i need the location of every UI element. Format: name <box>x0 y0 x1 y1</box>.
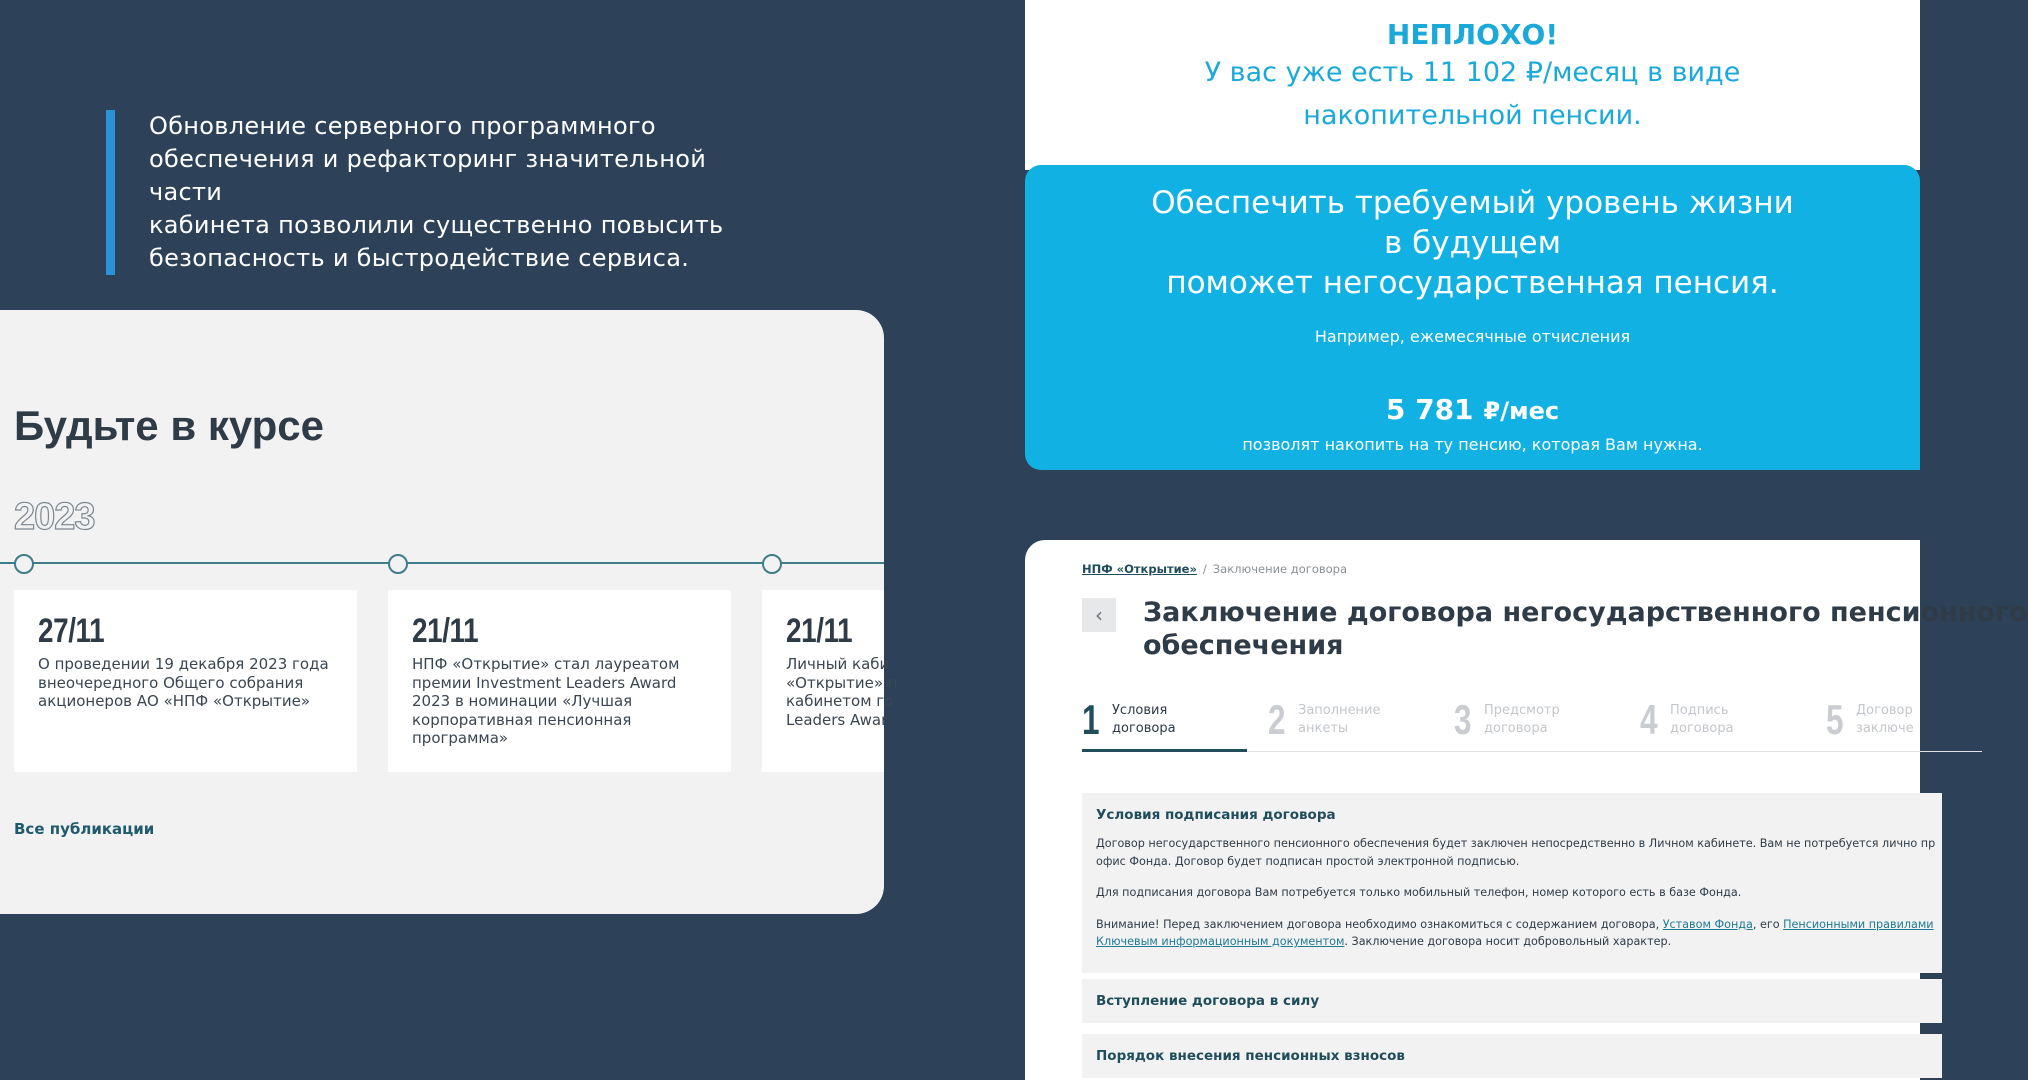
news-card-date: 21/11 <box>412 612 479 650</box>
step-1[interactable] <box>1082 696 1176 752</box>
back-button[interactable] <box>1082 598 1116 632</box>
news-card-text: акционеров АО «НПФ «Открытие» <box>38 692 311 710</box>
news-card-text: программа» <box>412 729 509 747</box>
section-paragraph <box>1096 916 1934 951</box>
news-card[interactable] <box>14 590 357 772</box>
quote-block <box>106 110 786 275</box>
quote-line: безопасность и быстродействие сервиса. <box>149 244 690 272</box>
offer-amount-value: 5 781 <box>1385 393 1474 426</box>
accordion-section-open <box>1082 793 1942 973</box>
section-text-line: Договор негосударственного пенсионного обеспечения будет заключен непосредственно в Личном кабинете. Вам не потребуется лично пр <box>1096 837 1936 850</box>
news-year: 2023 <box>14 496 95 538</box>
quote-line: обеспечения и рефакторинг значительной части <box>149 145 707 206</box>
quote-line: Обновление серверного программного <box>149 112 656 140</box>
charter-link[interactable]: Уставом Фонда <box>1662 917 1753 931</box>
news-card[interactable] <box>762 590 898 772</box>
news-card-text: внеочередного Общего собрания <box>38 673 304 692</box>
pension-summary <box>1025 0 1920 170</box>
news-card-text: корпоративная пенсионная <box>412 710 632 729</box>
accordion-section-title[interactable]: Условия подписания договора <box>1096 807 1336 823</box>
offer-heading-line: в будущем <box>1383 225 1562 261</box>
news-card-text: 2023 в номинации «Лучшая <box>412 692 633 710</box>
offer-amount-unit: ₽/мес <box>1483 397 1560 425</box>
pension-offer-panel <box>1025 165 1920 470</box>
page-title-line: обеспечения <box>1143 630 1344 661</box>
pension-subline: У вас уже есть 11 102 ₽/месяц в виде <box>1204 57 1741 88</box>
step-number: 1 <box>1082 696 1100 743</box>
stepper <box>1082 696 1982 752</box>
news-card-text: О проведении 19 декабря 2023 года <box>38 655 329 673</box>
quote-line: кабинета позволили существенно повысить <box>149 211 724 239</box>
timeline-dot[interactable] <box>388 554 408 574</box>
breadcrumb-home-link[interactable]: НПФ «Открытие» <box>1082 562 1197 576</box>
news-card-date: 27/11 <box>38 612 105 650</box>
news-card-text: «Открытие» п <box>786 673 898 692</box>
step-5[interactable] <box>1826 696 1914 752</box>
breadcrumb-current: Заключение договора <box>1212 562 1348 576</box>
pension-headline: НЕПЛОХО! <box>1386 18 1559 51</box>
page-title <box>1143 596 2028 662</box>
section-text-line <box>1096 933 1928 951</box>
section-paragraph: Для подписания договора Вам потребуется только мобильный телефон, номер которого есть в базе Фонда. <box>1096 886 1742 899</box>
breadcrumb <box>1082 562 1347 576</box>
offer-heading-line: поможет негосударственная пенсия. <box>1166 265 1779 301</box>
step-4[interactable] <box>1640 696 1734 752</box>
step-3[interactable] <box>1454 696 1560 752</box>
offer-heading-line: Обеспечить требуемый уровень жизни <box>1151 185 1794 221</box>
section-text: , его <box>1752 917 1784 931</box>
step-label: Предсмотр договора <box>1484 703 1560 736</box>
step-number: 2 <box>1268 696 1286 743</box>
section-text-line: офис Фонда. Договор будет подписан простой электронной подписью. <box>1096 854 1520 868</box>
section-text-line <box>1096 916 1934 934</box>
step-number: 3 <box>1454 696 1472 743</box>
pension-rules-link[interactable]: Пенсионными правилами <box>1783 917 1934 931</box>
timeline-dot[interactable] <box>14 554 34 574</box>
offer-example: Например, ежемесячные отчисления <box>1314 327 1631 346</box>
news-card[interactable] <box>388 590 731 772</box>
step-number: 4 <box>1640 696 1658 743</box>
news-card-text: Leaders Awar <box>786 710 888 729</box>
chevron-left-icon: ‹ <box>1095 603 1103 627</box>
accordion-section-contributions[interactable]: Порядок внесения пенсионных взносов <box>1082 1034 1942 1078</box>
news-card-date: 21/11 <box>786 612 853 650</box>
timeline-line <box>0 562 884 564</box>
news-card-text: Личный каби <box>786 655 890 673</box>
key-info-document-link[interactable]: Ключевым информационным документом <box>1096 935 1345 948</box>
breadcrumb-separator: / <box>1202 562 1207 576</box>
news-title: Будьте в курсе <box>14 402 325 449</box>
news-card-text: кабинетом го <box>786 692 894 710</box>
step-label: Заполнение анкеты <box>1298 703 1381 736</box>
offer-note: позволят накопить на ту пенсию, которая Вам нужна. <box>1242 435 1703 454</box>
news-card-text: НПФ «Открытие» стал лауреатом <box>412 655 680 673</box>
accordion-section-entry-into-force[interactable]: Вступление договора в силу <box>1082 979 1942 1023</box>
active-step-indicator <box>1082 749 1247 752</box>
step-label: Условия договора <box>1112 703 1176 736</box>
step-label: Подпись договора <box>1670 703 1734 736</box>
step-number: 5 <box>1826 696 1844 743</box>
offer-amount <box>1025 393 1920 426</box>
all-publications-link[interactable]: Все публикации <box>14 820 155 838</box>
section-text: . Заключение договора носит добровольный характер. <box>1344 935 1672 948</box>
news-card-text: премии Investment Leaders Award <box>412 673 677 692</box>
news-panel <box>0 310 898 914</box>
offer-heading <box>1025 183 1920 303</box>
step-2[interactable] <box>1268 696 1381 752</box>
step-label: Договор заключе <box>1856 703 1914 736</box>
section-paragraph <box>1096 835 1936 870</box>
section-text: Внимание! Перед заключением договора необходимо ознакомиться с содержанием договора, <box>1096 917 1663 931</box>
page-title-line: Заключение договора негосударственного пенсионного <box>1143 597 2028 628</box>
contract-panel <box>1025 540 2028 1080</box>
timeline-dot[interactable] <box>762 554 782 574</box>
pension-subline: накопительной пенсии. <box>1303 100 1642 131</box>
